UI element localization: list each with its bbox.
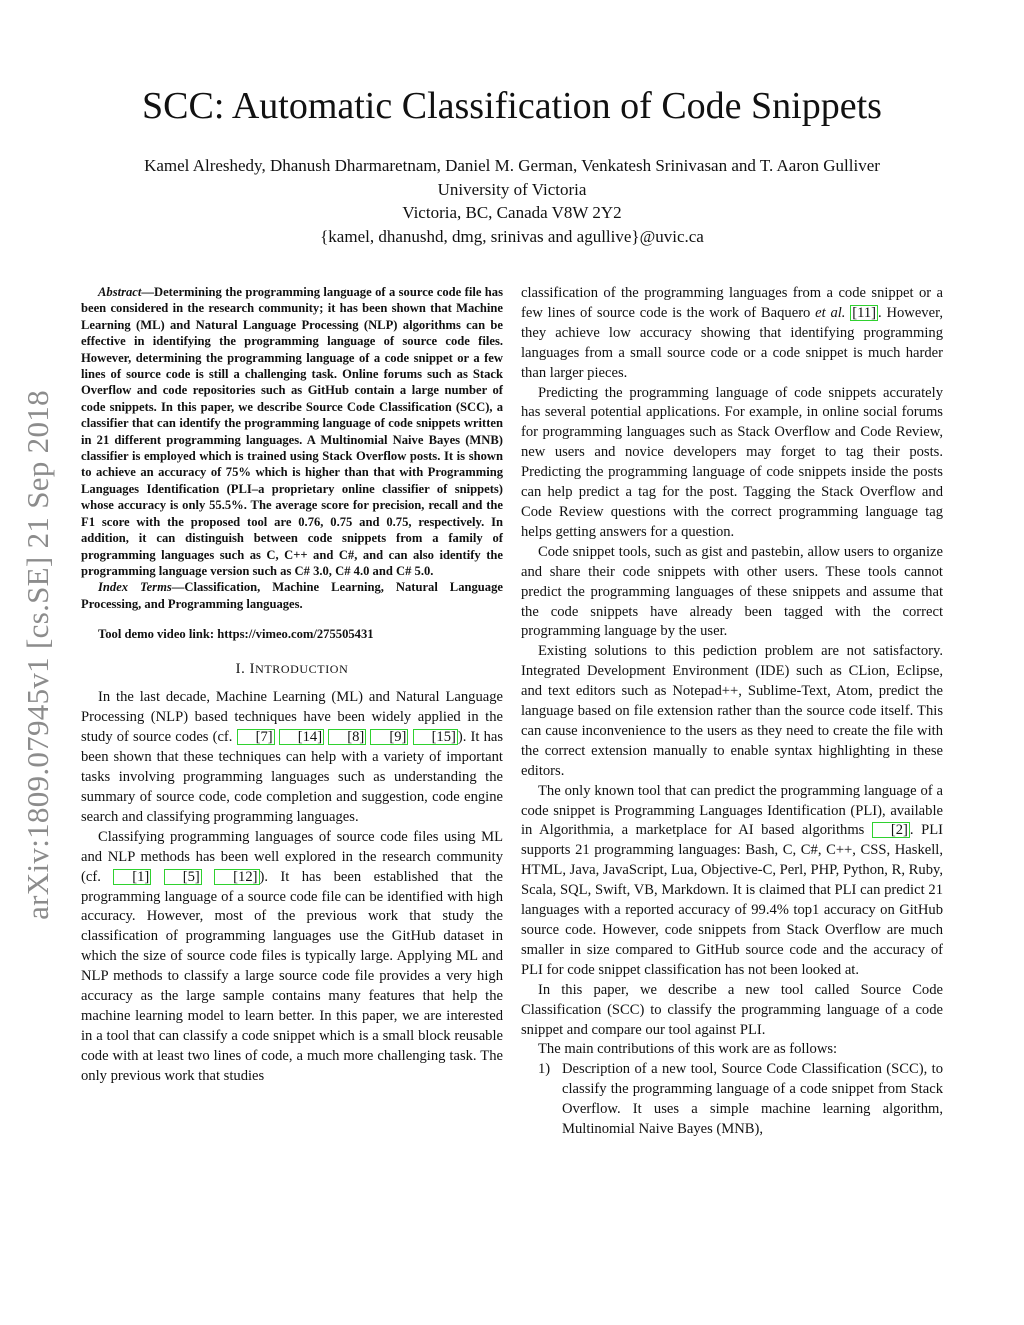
citation-link[interactable]: [9]	[370, 729, 408, 745]
author-names: Kamel Alreshedy, Dhanush Dharmaretnam, Daniel M. German, Venkatesh Srinivasan and T. Aaron Gulliver	[144, 156, 880, 175]
author-block	[0, 154, 1024, 248]
citation-link[interactable]: [1]	[113, 869, 151, 885]
index-terms	[81, 579, 503, 612]
address: Victoria, BC, Canada V8W 2Y2	[402, 203, 622, 222]
intro-paragraph-4: Predicting the programming language of code snippets accurately has several potential applications. For example, in online social forums for programming languages such as Stack Overflow and Code Review, new users and novice developers may forget to tag their posts. Predicting the programming language of code snippets inside the posts can help predict a tag for the post. Tagging the Stack Overflow and Code Review questions with the correct programming language tag helps getting answers for a question.	[521, 384, 943, 540]
list-item-number: 1)	[538, 1061, 551, 1078]
contributions-list	[521, 1060, 943, 1140]
list-item-text: Description of a new tool, Source Code Classification (SCC), to classify the programming language of a code snippet from Stack Overflow. It uses a simple machine learning algorithm, Multinomial Naive Bayes (MNB),	[562, 1061, 943, 1138]
intro-paragraph-7: The only known tool that can predict the programming language of a code snippet is Programming Languages Identification (PLI), available in Algorithmia, a marketplace for AI based algorithms [2] . PLI supports 21 programming languages: Bash, C, C#, C++, CSS, Haskell, HTML, Java, JavaScript, Lua, Objective-C, Perl, PHP, Python, R, Ruby, Scala, SQL, Swift, VB, Markdown. It is claimed that PLI can predict 21 languages with a reported accuracy of 99.4% top1 accuracy on GitHub source code. However, code snippets from Stack Overflow are much smaller in size compared to GitHub source code and the accuracy of PLI for code snippet classification has not been looked at.	[521, 782, 943, 978]
section-heading-introduction: I. INTRODUCTION	[235, 660, 349, 677]
affiliation: University of Victoria	[437, 179, 587, 199]
paper-title: SCC: Automatic Classification of Code Snippets	[142, 85, 882, 127]
emails: {kamel, dhanushd, dmg, srinivas and agullive}@uvic.ca	[320, 226, 704, 246]
citation-link[interactable]: [8]	[328, 729, 366, 745]
left-column	[81, 284, 503, 1087]
arxiv-identifier	[8, 360, 68, 950]
citation-link[interactable]: [7]	[237, 729, 275, 745]
intro-paragraph-8: In this paper, we describe a new tool called Source Code Classification (SCC) to classify the programming language of a code snippet and compare our tool against PLI.	[521, 981, 943, 1038]
abstract-label: Abstract	[98, 285, 142, 299]
intro-paragraph-6: Existing solutions to this pediction problem are not satisfactory. Integrated Development Environment (IDE) such as CLion, Eclipse, and text editors such as Notepad++, Sublime-Text, Atom, predict the language based on file extension rather than the source code itself. This can cause inconvenience to the users as they need to create the file with the correct extension manually to enable syntax highlighting in these editors.	[521, 643, 943, 779]
index-terms-text: —Classification, Machine Learning, Natural Language Processing, and Programming languages.	[81, 580, 503, 611]
intro-paragraph-5: Code snippet tools, such as gist and pastebin, allow users to organize and share their code snippets with other users. These tools cannot predict the programming languages of these snippets and assume that the code snippets have already been tagged with the correct programming language by the user.	[521, 543, 943, 640]
citation-link[interactable]: [14]	[279, 729, 324, 745]
video-link[interactable]: Tool demo video link: https://vimeo.com/275505431	[98, 627, 374, 642]
abstract	[81, 284, 503, 579]
index-terms-label: Index Terms	[98, 580, 172, 595]
citation-link[interactable]: [5]	[164, 869, 202, 885]
arxiv-id-text: arXiv:1809.07945v1 [cs.SE] 21 Sep 2018	[20, 390, 55, 920]
intro-paragraph-1: In the last decade, Machine Learning (ML) and Natural Language Processing (NLP) based techniques have been widely applied in the study of source codes (cf. [7] [14] [8] [9] [15] ). It has been shown that these techniques can help with a variety of important tasks involving programming languages such as understanding the summary of source code, code completion and suggestion, code engine search and classifying programming languages.	[81, 689, 504, 825]
citation-link[interactable]: [12]	[214, 869, 259, 885]
citation-link[interactable]: [2]	[872, 822, 910, 838]
intro-paragraph-3: classification of the programming languages from a code snippet or a few lines of source code is the work of Baquero et al. [11] . However, they achieve low accuracy showing that identifying programming languages from a small source code or a code snippet is much harder than larger pieces.	[521, 285, 943, 381]
list-item	[521, 1060, 943, 1140]
abstract-text: —Determining the programming language of a source code file has been considered in the research community; it has been shown that Machine Learning (ML) and Natural Language Processing (NLP) algorithms can be effective in identifying the programming language of source code files. However, determining the programming language of a code snippet or a few lines of source code is still a challenging task. Online forums such as Stack Overflow and code repositories such as GitHub contain a large number of code snippets. In this paper, we describe Source Code Classification (SCC), a classifier that can identify the programming language of code snippets written in 21 different programming languages. A Multinomial Naive Bayes (MNB) classifier is employed which is trained using Stack Overflow posts. It is shown to achieve an accuracy of 75% which is higher than that with Programming Languages Identification (PLI–a proprietary online classifier of snippets) whose accuracy is only 55.5%. The average score for precision, recall and the F1 score with the proposed tool are 0.76, 0.75 and 0.75, respectively. In addition, it can distinguish between code snippets from a family of programming languages such as C, C++ and C#, and can also identify the programming language version such as C# 3.0, C# 4.0 and C# 5.0.	[81, 285, 503, 578]
intro-paragraph-9: The main contributions of this work are as follows:	[538, 1041, 838, 1058]
citation-link[interactable]: [15]	[413, 729, 458, 745]
intro-paragraph-2: Classifying programming languages of source code files using ML and NLP methods has been well explored in the research community (cf. [1] [5] [12] ). It has been established that the programming language of a source code file can be identified with high accuracy. However, most of the previous work that study the classification of programming languages use the GitHub dataset in which the size of source code files is typically large. Applying ML and NLP methods to classify a large source code file provides a very high accuracy as the large sample contains many features that help the machine learning model to learn better. In this paper, we are interested in a tool that can classify a code snippet which is a small block reusable code with at least two lines of code, a much more challenging task. The only previous work that studies	[81, 828, 503, 1084]
citation-link[interactable]: [11]	[852, 304, 877, 321]
right-column	[521, 284, 943, 1140]
